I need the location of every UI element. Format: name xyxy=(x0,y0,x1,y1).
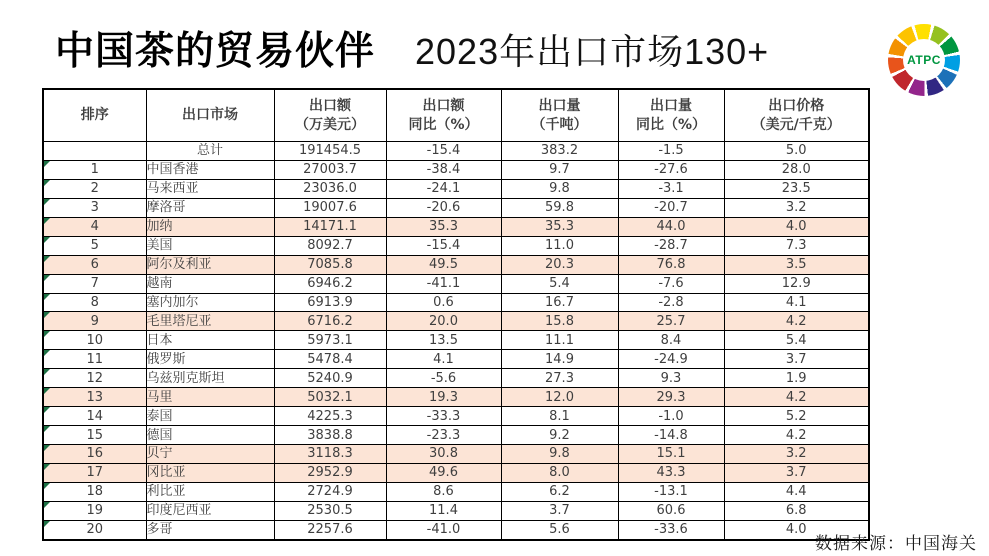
cell-market: 多哥 xyxy=(146,520,274,540)
cell-market: 中国香港 xyxy=(146,160,274,179)
table-row xyxy=(43,426,869,445)
cell-volume-yoy: 60.6 xyxy=(618,501,724,520)
cell-value-yoy: 30.8 xyxy=(386,445,501,464)
table-row xyxy=(43,312,869,331)
table-row xyxy=(43,293,869,312)
cell-value-yoy: -41.1 xyxy=(386,274,501,293)
cell-volume-yoy: 76.8 xyxy=(618,255,724,274)
cell-price: 7.3 xyxy=(724,236,869,255)
col-header-export-value-yoy: 出口额 同比（%） xyxy=(386,89,501,142)
cell-volume: 15.8 xyxy=(501,312,618,331)
table-row xyxy=(43,255,869,274)
col-header-export-volume: 出口量 （千吨） xyxy=(501,89,618,142)
cell-volume: 11.0 xyxy=(501,236,618,255)
cell-value: 23036.0 xyxy=(274,179,386,198)
cell-market: 俄罗斯 xyxy=(146,350,274,369)
cell-value: 5478.4 xyxy=(274,350,386,369)
cell-price: 4.0 xyxy=(724,217,869,236)
cell-value: 6913.9 xyxy=(274,293,386,312)
cell-price: 3.5 xyxy=(724,255,869,274)
cell-volume-yoy: -28.7 xyxy=(618,236,724,255)
cell-rank: 4 xyxy=(43,217,146,236)
cell-price: 4.0 xyxy=(724,520,869,540)
cell-volume-yoy: -20.7 xyxy=(618,198,724,217)
cell-volume-yoy: -27.6 xyxy=(618,160,724,179)
cell-value-yoy: -5.6 xyxy=(386,369,501,388)
cell-volume-yoy: -7.6 xyxy=(618,274,724,293)
cell-volume-yoy: -33.6 xyxy=(618,520,724,540)
cell-rank: 16 xyxy=(43,445,146,464)
table-row xyxy=(43,198,869,217)
cell-value-yoy: -15.4 xyxy=(386,142,501,161)
table-row xyxy=(43,501,869,520)
cell-volume: 11.1 xyxy=(501,331,618,350)
cell-volume-yoy: -3.1 xyxy=(618,179,724,198)
cell-rank: 13 xyxy=(43,388,146,407)
cell-volume-yoy: 8.4 xyxy=(618,331,724,350)
cell-price: 3.2 xyxy=(724,445,869,464)
table-row xyxy=(43,160,869,179)
cell-value: 3838.8 xyxy=(274,426,386,445)
cell-volume: 8.1 xyxy=(501,407,618,426)
table-row xyxy=(43,407,869,426)
cell-price: 4.2 xyxy=(724,312,869,331)
cell-volume: 35.3 xyxy=(501,217,618,236)
cell-volume-yoy: 25.7 xyxy=(618,312,724,331)
cell-volume-yoy: -1.0 xyxy=(618,407,724,426)
cell-market: 塞内加尔 xyxy=(146,293,274,312)
table-row xyxy=(43,274,869,293)
cell-value-yoy: -41.0 xyxy=(386,520,501,540)
table-row xyxy=(43,217,869,236)
cell-value-yoy: -20.6 xyxy=(386,198,501,217)
cell-value-yoy: 4.1 xyxy=(386,350,501,369)
table-row xyxy=(43,142,869,161)
cell-volume-yoy: 44.0 xyxy=(618,217,724,236)
cell-market: 利比亚 xyxy=(146,482,274,501)
table-row xyxy=(43,520,869,540)
cell-volume-yoy: -1.5 xyxy=(618,142,724,161)
cell-price: 5.2 xyxy=(724,407,869,426)
cell-rank: 17 xyxy=(43,463,146,482)
cell-volume: 8.0 xyxy=(501,463,618,482)
cell-volume: 9.7 xyxy=(501,160,618,179)
cell-value-yoy: 49.6 xyxy=(386,463,501,482)
cell-volume: 9.8 xyxy=(501,179,618,198)
cell-rank: 18 xyxy=(43,482,146,501)
cell-value: 19007.6 xyxy=(274,198,386,217)
cell-market: 乌兹别克斯坦 xyxy=(146,369,274,388)
atpc-logo-center xyxy=(903,39,945,81)
col-header-export-price: 出口价格 （美元/千克） xyxy=(724,89,869,142)
cell-price: 4.2 xyxy=(724,426,869,445)
cell-value-yoy: -33.3 xyxy=(386,407,501,426)
cell-value: 191454.5 xyxy=(274,142,386,161)
atpc-logo-text: ATPC xyxy=(907,53,941,67)
cell-value: 3118.3 xyxy=(274,445,386,464)
cell-price: 3.7 xyxy=(724,350,869,369)
cell-value-yoy: -38.4 xyxy=(386,160,501,179)
cell-volume: 12.0 xyxy=(501,388,618,407)
cell-value-yoy: 13.5 xyxy=(386,331,501,350)
cell-value-yoy: -15.4 xyxy=(386,236,501,255)
cell-value: 2952.9 xyxy=(274,463,386,482)
cell-value: 7085.8 xyxy=(274,255,386,274)
cell-rank: 14 xyxy=(43,407,146,426)
cell-value-yoy: 35.3 xyxy=(386,217,501,236)
cell-volume: 20.3 xyxy=(501,255,618,274)
cell-value-yoy: 0.6 xyxy=(386,293,501,312)
cell-volume: 9.8 xyxy=(501,445,618,464)
cell-value: 8092.7 xyxy=(274,236,386,255)
table-body xyxy=(43,142,869,541)
cell-value-yoy: 11.4 xyxy=(386,501,501,520)
cell-price: 5.4 xyxy=(724,331,869,350)
cell-rank: 7 xyxy=(43,274,146,293)
cell-value: 5032.1 xyxy=(274,388,386,407)
table-header xyxy=(43,89,869,142)
table-row xyxy=(43,388,869,407)
cell-rank: 12 xyxy=(43,369,146,388)
trade-partners-table xyxy=(42,88,870,541)
cell-value: 6716.2 xyxy=(274,312,386,331)
cell-volume: 16.7 xyxy=(501,293,618,312)
table-row xyxy=(43,445,869,464)
cell-price: 12.9 xyxy=(724,274,869,293)
cell-value-yoy: 19.3 xyxy=(386,388,501,407)
cell-price: 1.9 xyxy=(724,369,869,388)
cell-price: 5.0 xyxy=(724,142,869,161)
cell-value: 2257.6 xyxy=(274,520,386,540)
cell-market: 印度尼西亚 xyxy=(146,501,274,520)
cell-volume: 5.6 xyxy=(501,520,618,540)
cell-rank: 15 xyxy=(43,426,146,445)
cell-price: 3.7 xyxy=(724,463,869,482)
table-row xyxy=(43,350,869,369)
cell-price: 23.5 xyxy=(724,179,869,198)
table-row xyxy=(43,236,869,255)
cell-market: 摩洛哥 xyxy=(146,198,274,217)
table-row xyxy=(43,179,869,198)
cell-rank: 1 xyxy=(43,160,146,179)
col-header-export-value: 出口额 （万美元） xyxy=(274,89,386,142)
cell-volume: 59.8 xyxy=(501,198,618,217)
cell-market: 马里 xyxy=(146,388,274,407)
table-row xyxy=(43,331,869,350)
cell-market: 毛里塔尼亚 xyxy=(146,312,274,331)
cell-value-yoy: 20.0 xyxy=(386,312,501,331)
cell-market: 贝宁 xyxy=(146,445,274,464)
cell-market: 阿尔及利亚 xyxy=(146,255,274,274)
title-main: 中国茶的贸易伙伴 xyxy=(55,30,376,73)
cell-volume-yoy: 15.1 xyxy=(618,445,724,464)
cell-rank: 3 xyxy=(43,198,146,217)
cell-market: 美国 xyxy=(146,236,274,255)
cell-market: 越南 xyxy=(146,274,274,293)
data-source-note: 数据来源：中国海关 xyxy=(815,534,977,553)
header-row xyxy=(43,89,869,142)
cell-rank: 11 xyxy=(43,350,146,369)
cell-rank: 6 xyxy=(43,255,146,274)
title-subtitle: 2023年出口市场130+ xyxy=(415,31,770,72)
col-header-rank: 排序 xyxy=(43,89,146,142)
cell-value: 27003.7 xyxy=(274,160,386,179)
cell-rank: 9 xyxy=(43,312,146,331)
cell-value-yoy: 49.5 xyxy=(386,255,501,274)
cell-volume: 6.2 xyxy=(501,482,618,501)
cell-volume: 383.2 xyxy=(501,142,618,161)
cell-volume: 9.2 xyxy=(501,426,618,445)
cell-value-yoy: 8.6 xyxy=(386,482,501,501)
cell-rank: 10 xyxy=(43,331,146,350)
cell-market: 总计 xyxy=(146,142,274,161)
cell-rank: 5 xyxy=(43,236,146,255)
cell-volume-yoy: -2.8 xyxy=(618,293,724,312)
cell-market: 马来西亚 xyxy=(146,179,274,198)
atpc-logo xyxy=(888,24,960,96)
cell-rank: 2 xyxy=(43,179,146,198)
cell-volume: 5.4 xyxy=(501,274,618,293)
cell-volume-yoy: 29.3 xyxy=(618,388,724,407)
table-row xyxy=(43,482,869,501)
cell-value: 5973.1 xyxy=(274,331,386,350)
cell-volume-yoy: -13.1 xyxy=(618,482,724,501)
cell-value: 14171.1 xyxy=(274,217,386,236)
col-header-export-volume-yoy: 出口量 同比（%） xyxy=(618,89,724,142)
cell-volume-yoy: -14.8 xyxy=(618,426,724,445)
page-title xyxy=(55,20,769,76)
cell-volume: 27.3 xyxy=(501,369,618,388)
cell-market: 加纳 xyxy=(146,217,274,236)
col-header-market: 出口市场 xyxy=(146,89,274,142)
cell-market: 冈比亚 xyxy=(146,463,274,482)
table-row xyxy=(43,463,869,482)
cell-value: 6946.2 xyxy=(274,274,386,293)
cell-volume: 3.7 xyxy=(501,501,618,520)
cell-market: 泰国 xyxy=(146,407,274,426)
cell-value-yoy: -23.3 xyxy=(386,426,501,445)
cell-rank: 20 xyxy=(43,520,146,540)
cell-volume: 14.9 xyxy=(501,350,618,369)
cell-price: 4.2 xyxy=(724,388,869,407)
cell-price: 4.1 xyxy=(724,293,869,312)
cell-value: 2724.9 xyxy=(274,482,386,501)
cell-value: 5240.9 xyxy=(274,369,386,388)
cell-price: 28.0 xyxy=(724,160,869,179)
cell-price: 4.4 xyxy=(724,482,869,501)
cell-rank: 19 xyxy=(43,501,146,520)
cell-price: 6.8 xyxy=(724,501,869,520)
cell-volume-yoy: 43.3 xyxy=(618,463,724,482)
cell-price: 3.2 xyxy=(724,198,869,217)
cell-rank xyxy=(43,142,146,161)
cell-value: 2530.5 xyxy=(274,501,386,520)
cell-volume-yoy: 9.3 xyxy=(618,369,724,388)
cell-rank: 8 xyxy=(43,293,146,312)
table-row xyxy=(43,369,869,388)
cell-market: 日本 xyxy=(146,331,274,350)
cell-value: 4225.3 xyxy=(274,407,386,426)
cell-volume-yoy: -24.9 xyxy=(618,350,724,369)
cell-value-yoy: -24.1 xyxy=(386,179,501,198)
cell-market: 德国 xyxy=(146,426,274,445)
